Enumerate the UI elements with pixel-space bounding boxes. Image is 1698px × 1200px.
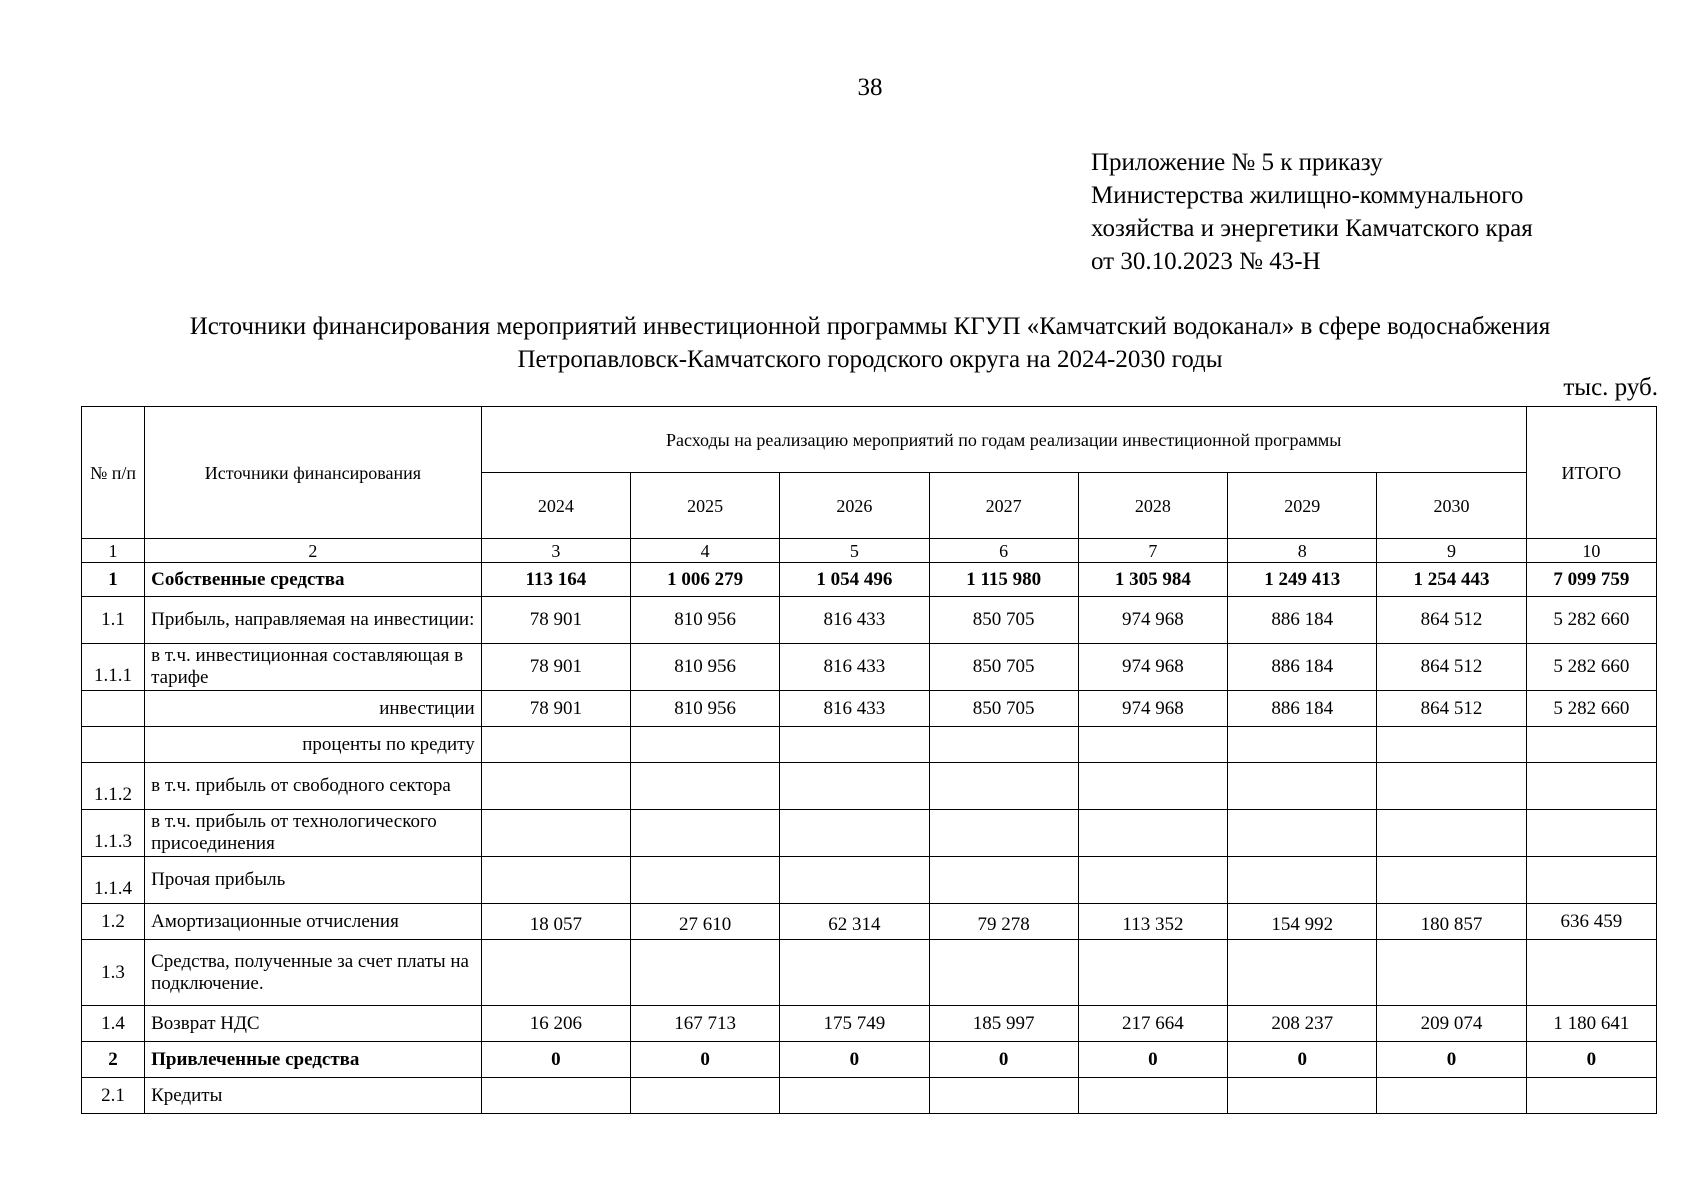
year-value-cell (929, 810, 1078, 857)
year-value-cell: 175 749 (780, 1006, 929, 1042)
year-value-cell: 62 314 (780, 904, 929, 940)
year-value-cell (631, 810, 780, 857)
year-value-cell: 1 115 980 (929, 563, 1078, 597)
year-value-cell (631, 1078, 780, 1114)
year-value-cell: 78 901 (481, 691, 630, 727)
row-number: 1.2 (82, 904, 145, 940)
year-value-cell (631, 940, 780, 1006)
column-number: 9 (1377, 539, 1526, 563)
table-row (82, 857, 1657, 904)
year-value-cell (929, 727, 1078, 763)
source-name: Привлеченные средства (145, 1042, 482, 1078)
year-value-cell: 0 (1078, 1042, 1227, 1078)
row-number: 1.1.1 (82, 644, 145, 691)
year-value-cell (1078, 1078, 1227, 1114)
year-value-cell: 0 (481, 1042, 630, 1078)
year-value-cell: 27 610 (631, 904, 780, 940)
header-year: 2024 (481, 473, 630, 539)
year-value-cell: 0 (929, 1042, 1078, 1078)
column-number: 4 (631, 539, 780, 563)
year-value-cell: 886 184 (1228, 644, 1377, 691)
year-value-cell (780, 857, 929, 904)
year-value-cell (929, 940, 1078, 1006)
title-line: Петропавловск-Камчатского городского округа на 2024-2030 годы (517, 346, 1223, 373)
year-value-cell (1228, 810, 1377, 857)
year-value-cell: 850 705 (929, 644, 1078, 691)
header-year: 2025 (631, 473, 780, 539)
table-row (82, 727, 1657, 763)
row-number (82, 691, 145, 727)
total-cell: 636 459 (1526, 904, 1656, 940)
table-row (82, 1006, 1657, 1042)
column-number: 10 (1526, 539, 1656, 563)
appendix-block (1091, 146, 1533, 278)
year-value-cell: 1 006 279 (631, 563, 780, 597)
column-number: 2 (145, 539, 482, 563)
year-value-cell: 864 512 (1377, 597, 1526, 644)
row-number: 1.3 (82, 940, 145, 1006)
year-value-cell (1377, 763, 1526, 810)
year-value-cell (1228, 727, 1377, 763)
table-row (82, 904, 1657, 940)
appendix-line: хозяйства и энергетики Камчатского края (1091, 215, 1533, 242)
year-value-cell: 1 249 413 (1228, 563, 1377, 597)
row-number: 1.1.3 (82, 810, 145, 857)
year-value-cell: 79 278 (929, 904, 1078, 940)
year-value-cell: 850 705 (929, 597, 1078, 644)
year-value-cell (481, 810, 630, 857)
year-value-cell (929, 857, 1078, 904)
year-value-cell: 208 237 (1228, 1006, 1377, 1042)
year-value-cell (1078, 940, 1227, 1006)
column-number: 6 (929, 539, 1078, 563)
year-value-cell: 113 352 (1078, 904, 1227, 940)
year-value-cell: 113 164 (481, 563, 630, 597)
total-cell (1526, 940, 1656, 1006)
total-cell: 5 282 660 (1526, 691, 1656, 727)
year-value-cell (1228, 940, 1377, 1006)
total-cell (1526, 857, 1656, 904)
table-row (82, 597, 1657, 644)
header-num: № п/п (82, 407, 145, 539)
year-value-cell: 850 705 (929, 691, 1078, 727)
year-value-cell: 886 184 (1228, 691, 1377, 727)
header-expenses: Расходы на реализацию мероприятий по годам реализации инвестиционной программы (481, 407, 1526, 473)
year-value-cell (481, 1078, 630, 1114)
column-number: 7 (1078, 539, 1227, 563)
page-number: 38 (857, 74, 883, 101)
year-value-cell (780, 940, 929, 1006)
column-number: 5 (780, 539, 929, 563)
year-value-cell: 18 057 (481, 904, 630, 940)
title-line: Источники финансирования мероприятий инвестиционной программы КГУП «Камчатский водоканал» в сфере водоснабжения (189, 313, 1551, 340)
year-value-cell (631, 857, 780, 904)
year-value-cell: 180 857 (1377, 904, 1526, 940)
total-cell (1526, 1078, 1656, 1114)
table-row (82, 563, 1657, 597)
source-name: в т.ч. инвестиционная составляющая в тарифе (145, 644, 482, 691)
header-year: 2026 (780, 473, 929, 539)
year-value-cell: 0 (1228, 1042, 1377, 1078)
year-value-cell (780, 763, 929, 810)
year-value-cell (1377, 940, 1526, 1006)
table-row (82, 1042, 1657, 1078)
year-value-cell (1377, 1078, 1526, 1114)
total-cell: 7 099 759 (1526, 563, 1656, 597)
row-number: 2 (82, 1042, 145, 1078)
row-number: 1.1.4 (82, 857, 145, 904)
total-cell: 0 (1526, 1042, 1656, 1078)
year-value-cell (1377, 810, 1526, 857)
year-value-cell (929, 763, 1078, 810)
source-name: Собственные средства (145, 563, 482, 597)
year-value-cell: 1 254 443 (1377, 563, 1526, 597)
year-value-cell: 1 305 984 (1078, 563, 1227, 597)
year-value-cell: 974 968 (1078, 644, 1227, 691)
year-value-cell: 1 054 496 (780, 563, 929, 597)
year-value-cell: 816 433 (780, 644, 929, 691)
appendix-line: Приложение № 5 к приказу (1091, 149, 1383, 176)
source-name: Прибыль, направляемая на инвестиции: (145, 597, 482, 644)
year-value-cell (780, 810, 929, 857)
row-number: 1.1 (82, 597, 145, 644)
year-value-cell (1228, 1078, 1377, 1114)
table-row (82, 644, 1657, 691)
year-value-cell: 217 664 (1078, 1006, 1227, 1042)
year-value-cell (1228, 763, 1377, 810)
source-name: проценты по кредиту (145, 727, 482, 763)
year-value-cell: 816 433 (780, 691, 929, 727)
year-value-cell: 167 713 (631, 1006, 780, 1042)
year-value-cell: 0 (631, 1042, 780, 1078)
source-name: в т.ч. прибыль от свободного сектора (145, 763, 482, 810)
total-cell (1526, 810, 1656, 857)
year-value-cell: 0 (1377, 1042, 1526, 1078)
source-name: Кредиты (145, 1078, 482, 1114)
year-value-cell (1228, 857, 1377, 904)
table-row (82, 691, 1657, 727)
table-row (82, 940, 1657, 1006)
year-value-cell: 864 512 (1377, 691, 1526, 727)
document-title (60, 310, 1680, 376)
year-value-cell: 816 433 (780, 597, 929, 644)
year-value-cell: 0 (780, 1042, 929, 1078)
row-number: 1.1.2 (82, 763, 145, 810)
table-row (82, 763, 1657, 810)
year-value-cell: 864 512 (1377, 644, 1526, 691)
table-row (82, 1078, 1657, 1114)
year-value-cell (780, 1078, 929, 1114)
header-year: 2030 (1377, 473, 1526, 539)
year-value-cell (1377, 727, 1526, 763)
column-number: 3 (481, 539, 630, 563)
year-value-cell: 154 992 (1228, 904, 1377, 940)
financing-table (81, 406, 1657, 1114)
header-total: ИТОГО (1526, 407, 1656, 539)
year-value-cell (1078, 810, 1227, 857)
column-number: 8 (1228, 539, 1377, 563)
year-value-cell: 78 901 (481, 597, 630, 644)
year-value-cell: 886 184 (1228, 597, 1377, 644)
header-year: 2029 (1228, 473, 1377, 539)
total-cell: 1 180 641 (1526, 1006, 1656, 1042)
year-value-cell: 209 074 (1377, 1006, 1526, 1042)
row-number: 2.1 (82, 1078, 145, 1114)
year-value-cell: 974 968 (1078, 691, 1227, 727)
row-number: 1.4 (82, 1006, 145, 1042)
header-year: 2027 (929, 473, 1078, 539)
source-name: Амортизационные отчисления (145, 904, 482, 940)
total-cell (1526, 727, 1656, 763)
year-value-cell (481, 857, 630, 904)
source-name: Возврат НДС (145, 1006, 482, 1042)
appendix-line: Министерства жилищно-коммунального (1091, 182, 1524, 209)
year-value-cell: 810 956 (631, 597, 780, 644)
header-year: 2028 (1078, 473, 1227, 539)
table-row (82, 810, 1657, 857)
year-value-cell (780, 727, 929, 763)
total-cell (1526, 763, 1656, 810)
year-value-cell: 810 956 (631, 691, 780, 727)
year-value-cell (929, 1078, 1078, 1114)
column-number: 1 (82, 539, 145, 563)
year-value-cell (631, 763, 780, 810)
row-number: 1 (82, 563, 145, 597)
total-cell: 5 282 660 (1526, 597, 1656, 644)
year-value-cell (1078, 727, 1227, 763)
year-value-cell: 78 901 (481, 644, 630, 691)
total-cell: 5 282 660 (1526, 644, 1656, 691)
source-name: в т.ч. прибыль от технологического присоединения (145, 810, 482, 857)
year-value-cell (631, 727, 780, 763)
units-label: тыс. руб. (1563, 374, 1658, 401)
row-number (82, 727, 145, 763)
year-value-cell (481, 763, 630, 810)
source-name: инвестиции (145, 691, 482, 727)
year-value-cell (481, 727, 630, 763)
year-value-cell (1078, 857, 1227, 904)
appendix-line: от 30.10.2023 № 43-Н (1091, 248, 1321, 275)
year-value-cell (1078, 763, 1227, 810)
source-name: Прочая прибыль (145, 857, 482, 904)
header-source: Источники финансирования (145, 407, 482, 539)
year-value-cell (481, 940, 630, 1006)
year-value-cell: 16 206 (481, 1006, 630, 1042)
year-value-cell (1377, 857, 1526, 904)
year-value-cell: 974 968 (1078, 597, 1227, 644)
year-value-cell: 185 997 (929, 1006, 1078, 1042)
year-value-cell: 810 956 (631, 644, 780, 691)
source-name: Средства, полученные за счет платы на подключение. (145, 940, 482, 1006)
